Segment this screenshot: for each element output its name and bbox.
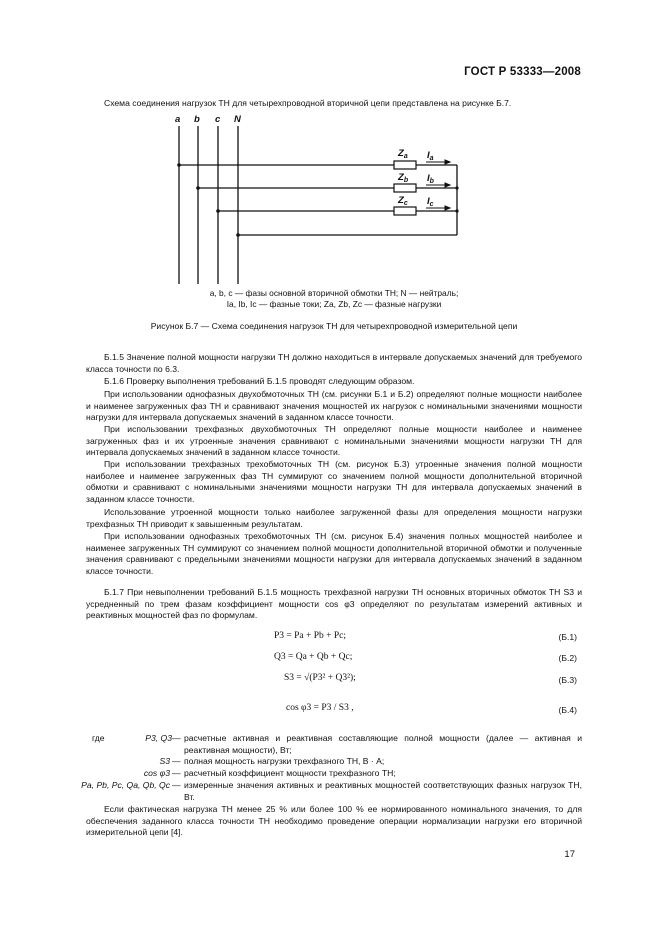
figure-legend-line1: a, b, c — фазы основной вторичной обмотки ТН; N — нейтраль; <box>209 288 459 298</box>
neutral-label: N <box>234 114 241 125</box>
phase-c-label: c <box>215 114 221 125</box>
definition-term-phase-powers: Pa, Pb, Pc, Qa, Qb, Qc <box>81 780 170 790</box>
equation-b3: S3 = √(P3² + Q3²); <box>284 673 356 683</box>
paragraph-b16: Б.1.6 Проверку выполнения требований Б.1.5 проводят следующим образом. <box>104 376 415 386</box>
paragraph-single-phase-three-winding: При использовании однофазных трехобмоточных ТН (см. рисунок Б.4) значения полных мощностей наиболее и наименее загруженных ТН суммируют со значением полной мощности дополнительной вторичной обмотки и полученные значения сравнивают с предельными значениями мощности нагрузки для интервала допускаемых значений в заданном классе точности. <box>86 531 582 576</box>
ib-label: $I_b$ <box>427 173 434 185</box>
zb-label: $Z_b$ <box>398 172 409 184</box>
phase-a-label: a <box>175 114 181 125</box>
paragraph-b15: Б.1.5 Значение полной мощности нагрузки ТН должно находиться в интервале допускаемых значений для требуемого класса точности по 6.3. <box>86 352 582 374</box>
paragraph-b17: Б.1.7 При невыполнении требований Б.1.5 мощность трехфазной нагрузки ТН основных вторичных обмоток ТН S3 и усредненный по трем фазам коэффициент мощности cos φ3 определяют по результатам измерений активных и реактивных мощностей фаз по формулам. <box>86 587 582 621</box>
ic-label: $I_c$ <box>427 196 434 208</box>
equation-b3-number: (Б.3) <box>558 675 577 685</box>
load-zc <box>394 207 416 215</box>
definition-term-p3q3: P3, Q3 <box>145 733 172 743</box>
page-number: 17 <box>564 849 575 860</box>
ia-label: $I_a$ <box>427 150 434 162</box>
definition-desc-phase-powers: измеренные значения активных и реактивных мощностей соответствующих фазных нагрузок ТН, Вт. <box>184 780 582 802</box>
paragraph-three-phase-three-winding: При использовании трехфазных трехобмоточных ТН (см. рисунок Б.3) утроенные значения полной мощности наиболее и наименее загруженных фаз ТН суммируют со значением полной мощности дополнительной вторичной обмотки и сравнивают с номинальными значениями мощности нагрузки ТН для интервала допускаемых значений в заданном классе точности. <box>86 459 582 504</box>
definition-desc-s3: полная мощность нагрузки трехфазного ТН, В · А; <box>184 756 385 766</box>
circuit-diagram <box>170 112 470 292</box>
equation-b4-number: (Б.4) <box>558 705 577 715</box>
paragraph-three-phase-two-winding: При использовании трехфазных двухобмоточных ТН определяют полные мощности наиболее и наименее загруженных фаз и их утроенные значения сравнивают с номинальными значениями мощности нагрузки ТН для интервала допускаемых значений в заданном классе точности. <box>86 424 582 458</box>
za-label: $Z_a$ <box>398 148 408 160</box>
paragraph-single-phase-two-winding: При использовании однофазных двухобмоточных ТН (см. рисунки Б.1 и Б.2) определяют полные мощности наиболее и наименее загруженных фаз ТН и сравнивают значения мощностей их нагрузок с номинальными значениями мощности нагрузки для интервала допускаемых значений в заданном классе точности. <box>86 389 582 423</box>
load-za <box>394 161 416 169</box>
definition-term-s3: S3 <box>159 756 170 766</box>
where-label: где <box>92 733 105 743</box>
load-zb <box>394 184 416 192</box>
equation-b1: P3 = Pa + Pb + Pc; <box>274 631 347 641</box>
intro-text: Схема соединения нагрузок ТН для четырехпроводной вторичной цепи представлена на рисунке Б.7. <box>104 98 512 108</box>
figure-caption: Рисунок Б.7 — Схема соединения нагрузок ТН для четырехпроводной измерительной цепи <box>150 321 518 331</box>
equation-b1-number: (Б.1) <box>558 632 577 642</box>
equation-b2-number: (Б.2) <box>558 653 577 663</box>
definition-desc-cos: расчетный коэффициент мощности трехфазного ТН; <box>184 768 396 778</box>
equation-b2: Q3 = Qa + Qb + Qc; <box>274 652 353 662</box>
definition-desc-p3q3: расчетные активная и реактивная составляющие полной мощности (далее — активная и реактивная мощности), Вт; <box>184 733 582 755</box>
figure-legend-line2: Ia, Ib, Ic — фазные токи; Za, Zb, Zc — фазные нагрузки <box>226 299 442 309</box>
document-id: ГОСТ Р 53333—2008 <box>464 66 581 78</box>
definition-term-cos: cos φ3 <box>143 768 170 778</box>
phase-b-label: b <box>194 114 200 125</box>
paragraph-tripled-power: Использование утроенной мощности только наиболее загруженной фазы для определения мощности нагрузки трехфазных ТН приводит к завышенным результатам. <box>86 507 582 529</box>
equation-b4: cos φ3 = P3 / S3 , <box>286 703 354 713</box>
final-paragraph: Если фактическая нагрузка ТН менее 25 % или более 100 % ее нормированного номинального значения, то для обеспечения заданного класса точности ТН необходимо проведение операции нормализации нагрузки его вторичной измерительной цепи [4]. <box>86 804 582 838</box>
zc-label: $Z_c$ <box>398 195 408 207</box>
